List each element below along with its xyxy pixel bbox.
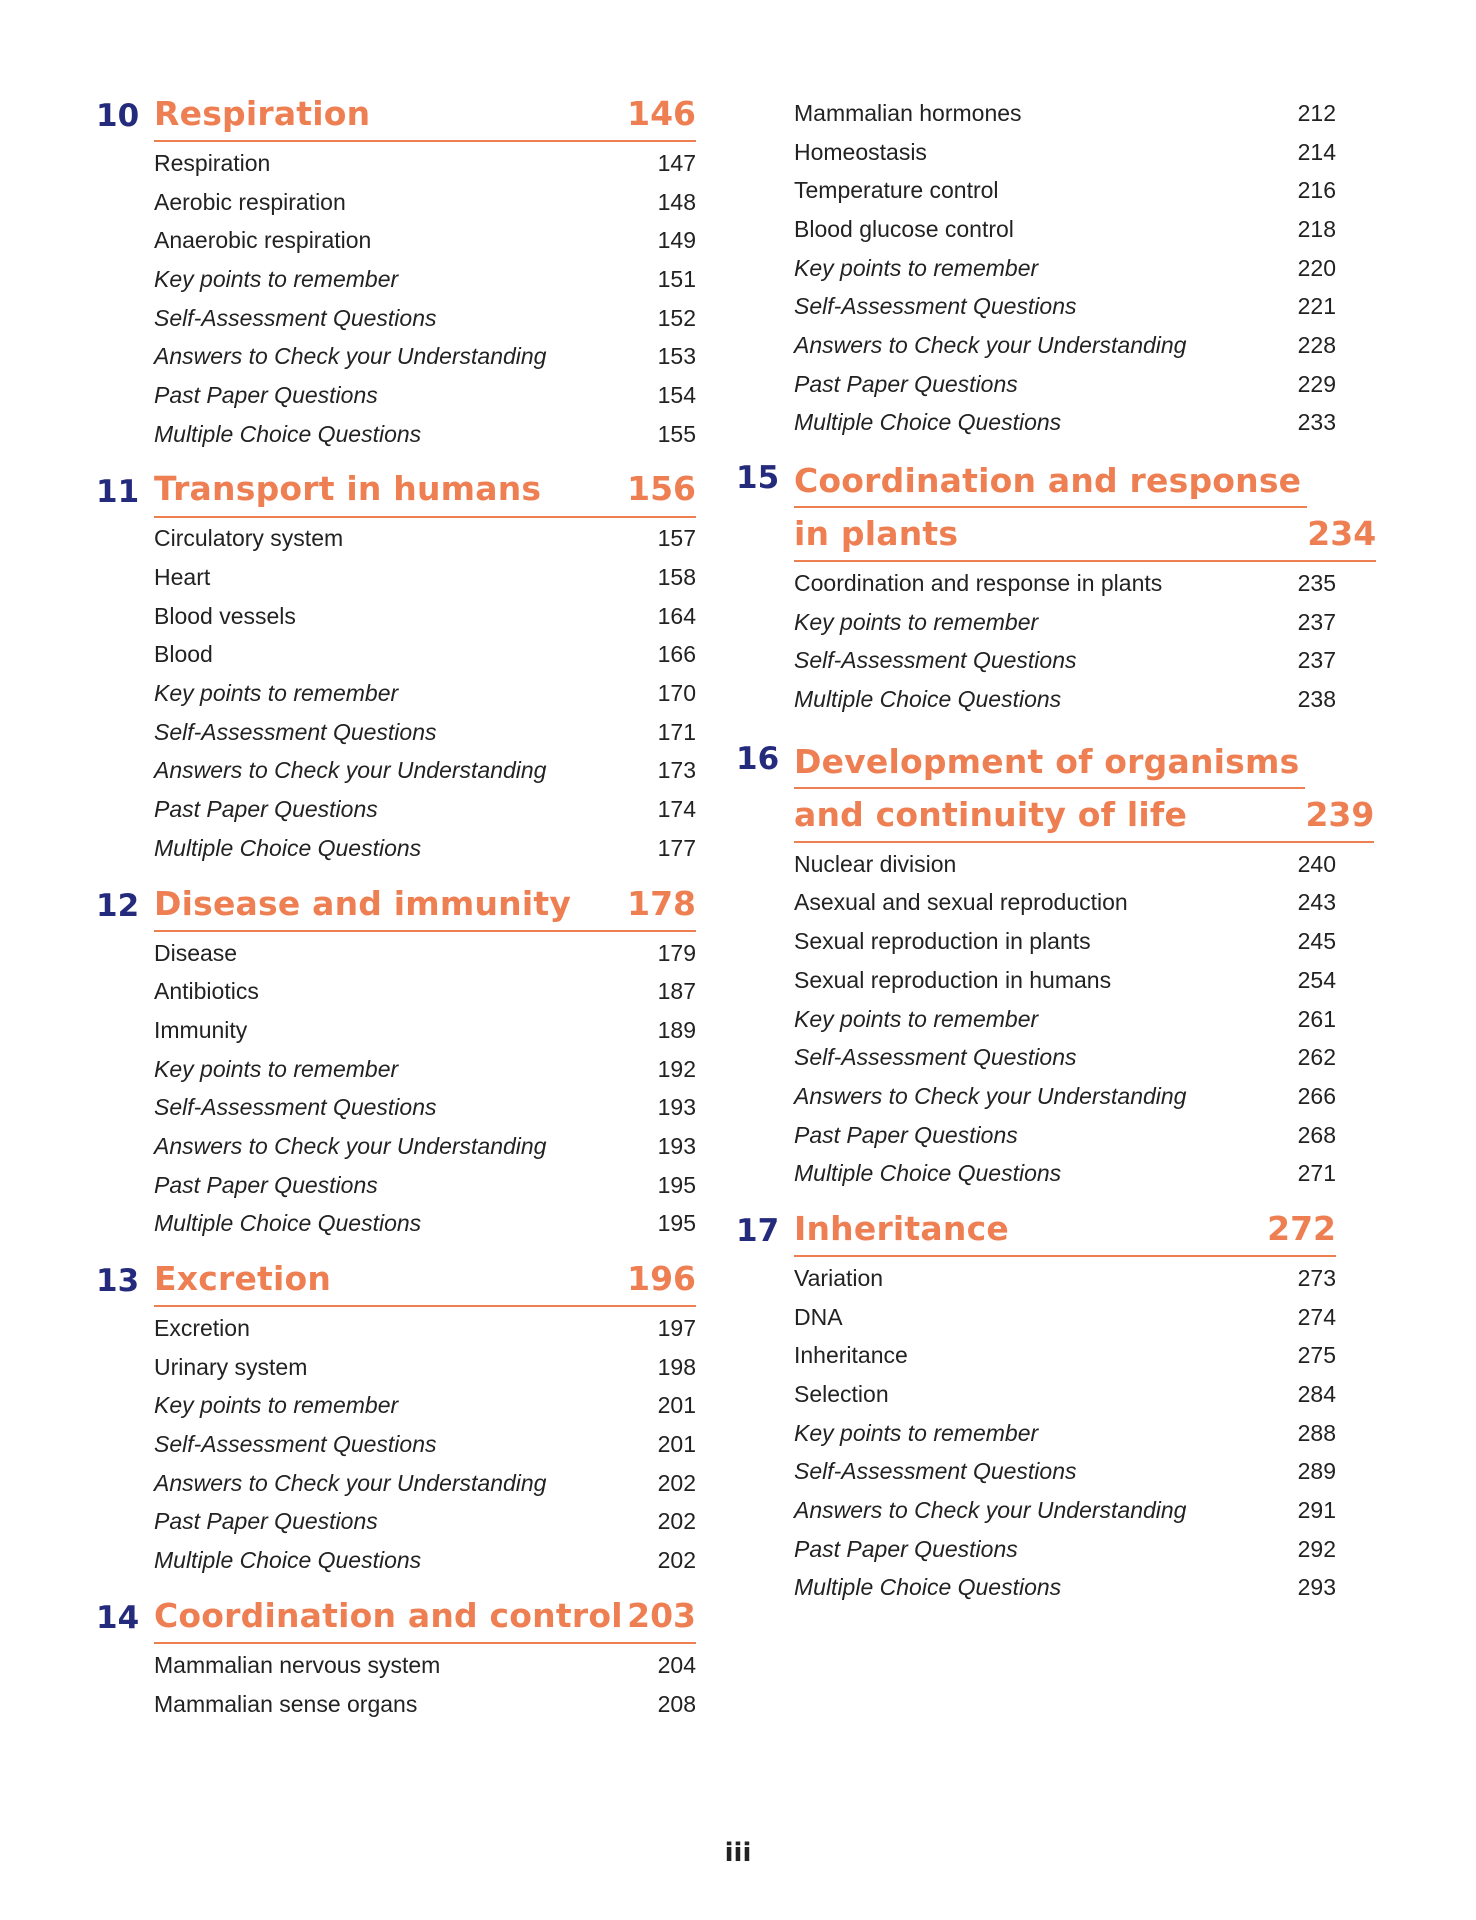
toc-entry[interactable] — [154, 260, 696, 299]
chapter-page-number: 239 — [1305, 794, 1375, 834]
toc-entry-label: Key points to remember — [154, 1392, 399, 1419]
toc-entry-page: 243 — [1297, 889, 1336, 916]
toc-entry-label: Key points to remember — [794, 254, 1039, 281]
toc-entry-label: Key points to remember — [154, 265, 399, 292]
toc-entry-page: 189 — [657, 1016, 696, 1043]
toc-entry-label: Multiple Choice Questions — [794, 1160, 1062, 1187]
toc-entry-page: 228 — [1297, 331, 1336, 358]
toc-entry-label: Variation — [794, 1264, 884, 1291]
toc-entry[interactable] — [154, 829, 696, 868]
toc-entry[interactable] — [154, 1425, 696, 1464]
toc-entry[interactable] — [794, 210, 1336, 249]
toc-entry[interactable] — [794, 603, 1336, 642]
chapter-page-number: 178 — [627, 883, 696, 923]
toc-entry-page: 187 — [657, 978, 696, 1005]
toc-entry-label: Mammalian nervous system — [154, 1651, 441, 1678]
chapter-block — [96, 1594, 696, 1723]
toc-entry-label: Multiple Choice Questions — [154, 420, 422, 447]
toc-entry-page: 155 — [657, 420, 696, 447]
toc-entry[interactable] — [794, 922, 1336, 961]
toc-entry[interactable] — [154, 1011, 696, 1050]
toc-entry[interactable] — [794, 1038, 1336, 1077]
toc-entry-page: 218 — [1297, 215, 1336, 242]
toc-entry-label: Blood — [154, 641, 213, 668]
toc-entry-label: Answers to Check your Understanding — [154, 757, 547, 784]
toc-entry-page: 166 — [657, 641, 696, 668]
toc-entry[interactable] — [794, 1530, 1336, 1569]
toc-entry-label: Self-Assessment Questions — [794, 1044, 1077, 1071]
chapter-title-row — [794, 455, 1376, 562]
toc-entry[interactable] — [794, 171, 1336, 210]
chapter-page-number: 146 — [627, 93, 696, 133]
toc-entry[interactable] — [794, 845, 1336, 884]
chapter-number: 16 — [736, 740, 780, 777]
chapter-title-row — [154, 88, 696, 142]
toc-entry-page: 237 — [1297, 647, 1336, 674]
toc-entry-label: Self-Assessment Questions — [154, 1094, 437, 1121]
toc-entry-page: 195 — [657, 1171, 696, 1198]
toc-entry[interactable] — [794, 1298, 1336, 1337]
toc-entry-label: Past Paper Questions — [154, 1508, 378, 1535]
chapter-title: Transport in humans — [154, 469, 542, 509]
chapter-block — [736, 733, 1375, 1193]
toc-entry-label: Past Paper Questions — [154, 381, 378, 408]
toc-entry-page: 245 — [1297, 928, 1336, 955]
toc-entry[interactable] — [794, 1077, 1336, 1116]
toc-entry-label: Answers to Check your Understanding — [154, 343, 547, 370]
toc-entry-label: Urinary system — [154, 1353, 308, 1380]
chapter-page-number: 156 — [627, 469, 696, 509]
chapter-heading[interactable] — [736, 452, 1377, 562]
toc-entry-label: Multiple Choice Questions — [154, 1547, 422, 1574]
toc-entry-label: Self-Assessment Questions — [794, 647, 1077, 674]
toc-entry[interactable] — [154, 752, 696, 791]
toc-entry-page: 153 — [657, 343, 696, 370]
chapter-block — [96, 92, 696, 454]
chapter-title: Coordination and control — [154, 1595, 623, 1635]
toc-entry-page: 170 — [657, 680, 696, 707]
toc-entry[interactable] — [154, 1348, 696, 1387]
toc-entry-label: Inheritance — [794, 1342, 908, 1369]
toc-entry-page: 173 — [657, 757, 696, 784]
toc-entry-label: Disease — [154, 939, 238, 966]
toc-entry-list — [154, 142, 696, 454]
toc-entry-label: Multiple Choice Questions — [794, 686, 1062, 713]
toc-entry[interactable] — [794, 287, 1336, 326]
toc-entry[interactable] — [154, 1541, 696, 1580]
toc-entry-label: Mammalian sense organs — [154, 1690, 418, 1717]
chapter-heading[interactable] — [736, 1207, 1336, 1257]
toc-entry-list — [154, 518, 696, 868]
toc-entry[interactable] — [794, 1414, 1336, 1453]
toc-entry-label: Past Paper Questions — [154, 796, 378, 823]
chapter-title-line2: in plants — [794, 514, 959, 554]
toc-entry-label: Self-Assessment Questions — [154, 1431, 437, 1458]
toc-entry-label: Past Paper Questions — [794, 1121, 1018, 1148]
toc-entry-label: Antibiotics — [154, 978, 259, 1005]
toc-entry-page: 284 — [1297, 1381, 1336, 1408]
toc-entry-label: Homeostasis — [794, 138, 927, 165]
chapter-title-row — [794, 1203, 1336, 1257]
toc-entry[interactable] — [154, 221, 696, 260]
toc-entry-page: 174 — [657, 796, 696, 823]
chapter-title-row — [154, 878, 696, 932]
toc-entry[interactable] — [154, 1387, 696, 1426]
toc-entry[interactable] — [154, 674, 696, 713]
toc-entry-label: Multiple Choice Questions — [794, 1574, 1062, 1601]
toc-entry-label: Mammalian hormones — [794, 99, 1022, 126]
toc-entry[interactable] — [794, 1000, 1336, 1039]
toc-entry-page: 262 — [1297, 1044, 1336, 1071]
chapter-number: 12 — [96, 887, 140, 924]
toc-entry[interactable] — [794, 1116, 1336, 1155]
toc-entry[interactable] — [154, 972, 696, 1011]
toc-entry[interactable] — [794, 1453, 1336, 1492]
toc-entry-page: 254 — [1297, 966, 1336, 993]
toc-entry-page: 288 — [1297, 1419, 1336, 1446]
chapter-number: 11 — [96, 473, 140, 510]
chapter-page-number: 196 — [627, 1259, 696, 1299]
toc-entry[interactable] — [154, 636, 696, 675]
toc-entry-page: 271 — [1297, 1160, 1336, 1187]
toc-entry[interactable] — [154, 376, 696, 415]
chapter-block — [96, 468, 696, 868]
toc-entry-page: 266 — [1297, 1082, 1336, 1109]
chapter-title-row — [794, 736, 1374, 843]
toc-entry[interactable] — [794, 326, 1336, 365]
toc-entry-page: 154 — [657, 381, 696, 408]
chapter-heading[interactable] — [96, 92, 696, 142]
toc-entry-label: Aerobic respiration — [154, 188, 346, 215]
toc-entry-page: 204 — [657, 1651, 696, 1678]
chapter-title — [794, 736, 1305, 840]
toc-entry-list — [794, 1257, 1336, 1607]
page-number: iii — [724, 1838, 752, 1868]
chapter-page-number: 203 — [627, 1595, 696, 1635]
toc-entry-page: 198 — [657, 1353, 696, 1380]
toc-entry-page: 212 — [1297, 99, 1336, 126]
chapter-block — [736, 452, 1377, 719]
toc-entry-page: 293 — [1297, 1574, 1336, 1601]
chapter-title: Respiration — [154, 93, 371, 133]
toc-entry-page: 233 — [1297, 409, 1336, 436]
toc-entry-label: Anaerobic respiration — [154, 227, 372, 254]
toc-entry-page: 171 — [657, 718, 696, 745]
toc-entry-page: 201 — [657, 1431, 696, 1458]
toc-entry-page: 192 — [657, 1055, 696, 1082]
toc-entry-label: Key points to remember — [154, 1055, 399, 1082]
toc-entry[interactable] — [154, 1050, 696, 1089]
toc-entry-label: Immunity — [154, 1016, 248, 1043]
toc-entry-label: Heart — [154, 564, 211, 591]
toc-entry[interactable] — [794, 1259, 1336, 1298]
toc-left-column — [96, 92, 696, 1737]
toc-entry-label: Asexual and sexual reproduction — [794, 889, 1128, 916]
toc-entry-page: 193 — [657, 1132, 696, 1159]
toc-entry-page: 273 — [1297, 1264, 1336, 1291]
chapter-number: 14 — [96, 1600, 140, 1636]
toc-entry[interactable] — [154, 183, 696, 222]
toc-entry-label: Blood vessels — [154, 602, 296, 629]
toc-entry-label: DNA — [794, 1303, 843, 1330]
chapter-heading[interactable] — [96, 1594, 696, 1644]
toc-entry-label: Self-Assessment Questions — [154, 718, 437, 745]
toc-entry[interactable] — [154, 1464, 696, 1503]
toc-entry-label: Multiple Choice Questions — [794, 409, 1062, 436]
toc-entry-label: Sexual reproduction in plants — [794, 928, 1091, 955]
chapter-block — [736, 1207, 1336, 1607]
toc-entry-label: Excretion — [154, 1315, 250, 1342]
chapter-block — [96, 1257, 696, 1580]
toc-entry-label: Sexual reproduction in humans — [794, 966, 1112, 993]
toc-entry-page: 275 — [1297, 1342, 1336, 1369]
chapter-title — [794, 455, 1307, 559]
toc-entry-page: 193 — [657, 1094, 696, 1121]
toc-entry-page: 157 — [657, 525, 696, 552]
toc-entry[interactable] — [154, 1646, 696, 1685]
chapter-title: Disease and immunity — [154, 883, 572, 923]
chapter-title-row — [154, 1253, 696, 1307]
toc-entry[interactable] — [154, 144, 696, 183]
chapter-number: 10 — [96, 98, 140, 134]
toc-entry-label: Answers to Check your Understanding — [794, 1082, 1187, 1109]
toc-entry-page: 164 — [657, 602, 696, 629]
toc-entry[interactable] — [154, 415, 696, 454]
toc-entry-label: Temperature control — [794, 177, 999, 204]
toc-entry-list — [794, 562, 1336, 719]
toc-entry[interactable] — [794, 133, 1336, 172]
toc-entry[interactable] — [794, 884, 1336, 923]
toc-entry-label: Answers to Check your Understanding — [154, 1132, 547, 1159]
toc-entry-label: Key points to remember — [794, 1419, 1039, 1446]
toc-entry-page: 177 — [657, 834, 696, 861]
toc-entry-page: 216 — [1297, 177, 1336, 204]
toc-entry-page: 152 — [657, 304, 696, 331]
toc-entry[interactable] — [154, 1685, 696, 1724]
toc-entry-label: Answers to Check your Understanding — [794, 1497, 1187, 1524]
toc-entry[interactable] — [154, 790, 696, 829]
chapter-heading[interactable] — [96, 882, 696, 932]
toc-entry-label: Selection — [794, 1381, 889, 1408]
toc-entry-page: 229 — [1297, 370, 1336, 397]
chapter-number: 17 — [736, 1213, 780, 1250]
toc-entry[interactable] — [154, 1127, 696, 1166]
toc-entry-page: 291 — [1297, 1497, 1336, 1524]
toc-entry[interactable] — [154, 1205, 696, 1244]
chapter-heading[interactable] — [736, 733, 1375, 843]
toc-entry-page: 149 — [657, 227, 696, 254]
toc-entry-label: Past Paper Questions — [794, 370, 1018, 397]
toc-entry-page: 202 — [657, 1547, 696, 1574]
toc-entry-page: 221 — [1297, 293, 1336, 320]
toc-entry-page: 289 — [1297, 1458, 1336, 1485]
toc-entry-page: 214 — [1297, 138, 1336, 165]
toc-entry[interactable] — [794, 1375, 1336, 1414]
chapter-title: Excretion — [154, 1259, 332, 1299]
chapter-block — [96, 882, 696, 1244]
toc-entry[interactable] — [794, 1491, 1336, 1530]
toc-entry[interactable] — [794, 249, 1336, 288]
toc-entry-page: 292 — [1297, 1535, 1336, 1562]
toc-entry[interactable] — [154, 1309, 696, 1348]
toc-entry-list — [154, 1307, 696, 1580]
toc-entry-label: Multiple Choice Questions — [154, 1210, 422, 1237]
toc-entry-label: Key points to remember — [794, 608, 1039, 635]
toc-entry[interactable] — [794, 1569, 1336, 1608]
toc-entry-label: Answers to Check your Understanding — [794, 331, 1187, 358]
toc-entry[interactable] — [154, 337, 696, 376]
toc-entry-label: Circulatory system — [154, 525, 344, 552]
chapter-number: 13 — [96, 1263, 140, 1300]
toc-entry-page: 274 — [1297, 1303, 1336, 1330]
toc-entry-page: 195 — [657, 1210, 696, 1237]
toc-entry-page: 201 — [657, 1392, 696, 1419]
chapter-title-line1: Development of organisms — [794, 736, 1305, 789]
toc-entry-page: 238 — [1297, 686, 1336, 713]
toc-entry-page: 179 — [657, 939, 696, 966]
toc-entry[interactable] — [794, 404, 1336, 443]
toc-entry[interactable] — [154, 597, 696, 636]
toc-entry-label: Self-Assessment Questions — [154, 304, 437, 331]
toc-entry-page: 237 — [1297, 608, 1336, 635]
toc-entry-label: Key points to remember — [794, 1005, 1039, 1032]
toc-entry[interactable] — [154, 1166, 696, 1205]
toc-entry-page: 147 — [657, 149, 696, 176]
toc-entry[interactable] — [794, 1154, 1336, 1193]
toc-entry[interactable] — [794, 1337, 1336, 1376]
toc-entry-label: Multiple Choice Questions — [154, 834, 422, 861]
toc-entry-page: 220 — [1297, 254, 1336, 281]
toc-entry[interactable] — [794, 94, 1336, 133]
chapter-heading[interactable] — [96, 468, 696, 518]
toc-entry-label: Answers to Check your Understanding — [154, 1469, 547, 1496]
toc-entry-label: Blood glucose control — [794, 215, 1014, 242]
toc-entry-page: 268 — [1297, 1121, 1336, 1148]
toc-entry-list — [794, 843, 1336, 1193]
toc-entry-page: 151 — [657, 265, 696, 292]
toc-entry-label: Nuclear division — [794, 850, 957, 877]
chapter-title: Inheritance — [794, 1208, 1009, 1248]
toc-entry-label: Coordination and response in plants — [794, 570, 1163, 597]
chapter-title-line1: Coordination and response — [794, 455, 1307, 508]
toc-entry[interactable] — [794, 365, 1336, 404]
chapter-title-row — [154, 463, 696, 517]
toc-entry-list — [154, 1644, 696, 1723]
chapter-heading[interactable] — [96, 1257, 696, 1307]
toc-entry[interactable] — [794, 642, 1336, 681]
toc-entry-page: 202 — [657, 1508, 696, 1535]
toc-entry[interactable] — [154, 1503, 696, 1542]
chapter-title-row — [154, 1590, 696, 1644]
toc-entry[interactable] — [794, 961, 1336, 1000]
toc-entry[interactable] — [154, 713, 696, 752]
toc-entry-label: Self-Assessment Questions — [794, 293, 1077, 320]
toc-entry[interactable] — [794, 680, 1336, 719]
toc-entry-page: 158 — [657, 564, 696, 591]
toc-right-column — [736, 92, 1377, 1621]
chapter-page-number: 234 — [1307, 514, 1377, 554]
chapter-title-line2: and continuity of life — [794, 794, 1188, 834]
chapter-number: 15 — [736, 460, 780, 497]
toc-entry-label: Self-Assessment Questions — [794, 1458, 1077, 1485]
toc-entry[interactable] — [154, 299, 696, 338]
chapter-14-continued-list — [794, 92, 1336, 442]
toc-entry-page: 208 — [657, 1690, 696, 1717]
toc-entry-page: 261 — [1297, 1005, 1336, 1032]
toc-entry[interactable] — [154, 934, 696, 973]
toc-entry[interactable] — [154, 520, 696, 559]
toc-entry-label: Past Paper Questions — [154, 1171, 378, 1198]
toc-entry-page: 240 — [1297, 850, 1336, 877]
chapter-page-number: 272 — [1267, 1208, 1336, 1248]
toc-entry-page: 197 — [657, 1315, 696, 1342]
toc-entry-page: 202 — [657, 1469, 696, 1496]
toc-entry-page: 148 — [657, 188, 696, 215]
toc-entry[interactable] — [794, 564, 1336, 603]
toc-entry-label: Key points to remember — [154, 680, 399, 707]
toc-entry[interactable] — [154, 1088, 696, 1127]
toc-entry-list — [154, 932, 696, 1244]
toc-entry-label: Past Paper Questions — [794, 1535, 1018, 1562]
toc-entry-page: 235 — [1297, 570, 1336, 597]
toc-entry[interactable] — [154, 558, 696, 597]
toc-entry-label: Respiration — [154, 149, 271, 176]
